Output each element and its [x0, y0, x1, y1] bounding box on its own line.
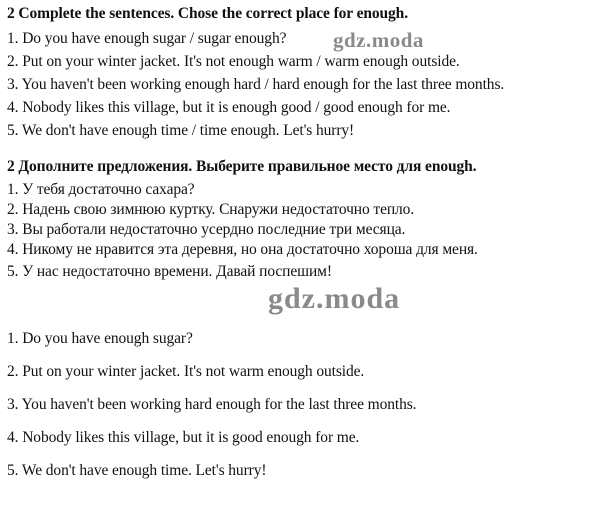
exercise-item-2: 2. Put on your winter jacket. It's not enough warm / warm enough outside. [7, 53, 460, 70]
translation-item-2: 2. Надень свою зимнюю куртку. Снаружи недостаточно тепло. [7, 201, 415, 218]
exercise-item-4: 4. Nobody likes this village, but it is enough good / good enough for me. [7, 99, 451, 116]
answer-item-4: 4. Nobody likes this village, but it is good enough for me. [7, 429, 360, 446]
answer-item-5: 5. We don't have enough time. Let's hurry! [7, 462, 267, 479]
answer-item-1: 1. Do you have enough sugar? [7, 330, 193, 347]
exercise-title: 2 Complete the sentences. Chose the correct place for enough. [7, 5, 408, 22]
translation-title: 2 Дополните предложения. Выберите правильное место для enough. [7, 158, 477, 175]
translation-item-5: 5. У нас недостаточно времени. Давай поспешим! [7, 263, 332, 280]
watermark-small: gdz.moda [333, 28, 424, 52]
exercise-item-1: 1. Do you have enough sugar / sugar enough? [7, 30, 287, 47]
translation-item-3: 3. Вы работали недостаточно усердно последние три месяца. [7, 221, 406, 238]
translation-item-4: 4. Никому не нравится эта деревня, но она достаточно хороша для меня. [7, 241, 478, 258]
answer-item-2: 2. Put on your winter jacket. It's not warm enough outside. [7, 363, 365, 380]
translation-item-1: 1. У тебя достаточно сахара? [7, 181, 195, 198]
exercise-item-5: 5. We don't have enough time / time enough. Let's hurry! [7, 122, 355, 139]
watermark-large: gdz.moda [268, 282, 401, 315]
exercise-item-3: 3. You haven't been working enough hard / hard enough for the last three months. [7, 76, 505, 93]
answer-item-3: 3. You haven't been working hard enough for the last three months. [7, 396, 417, 413]
